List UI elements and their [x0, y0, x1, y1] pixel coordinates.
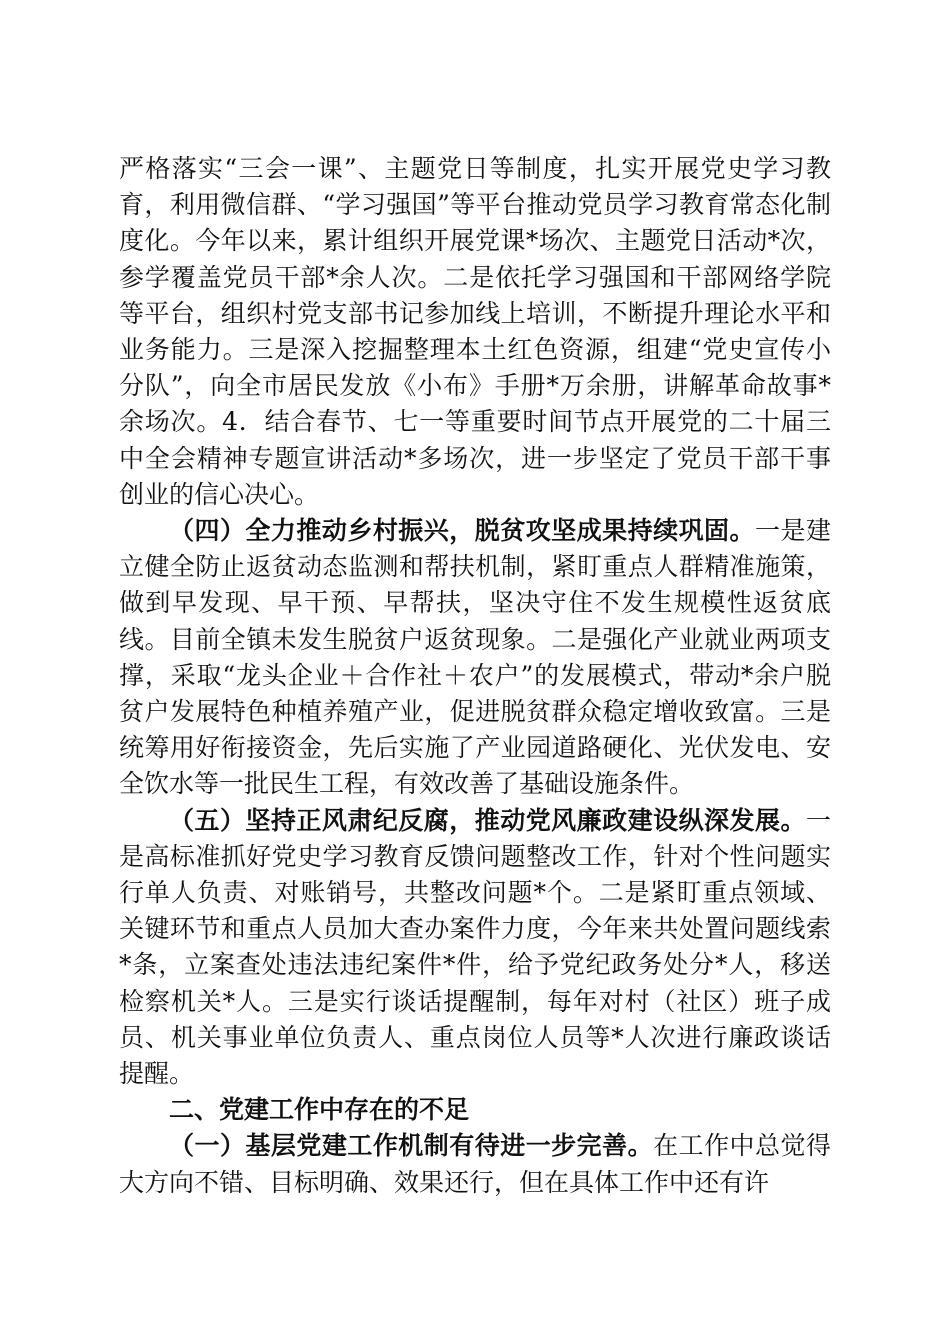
paragraph-rural-revitalization — [119, 513, 831, 803]
document-body — [119, 151, 831, 1201]
paragraph-text: 一是高标准抓好党史学习教育反馈问题整改工作，针对个性问题实行单人负责、对账销号，共整改问题*个。二是紧盯重点领域、关键环节和重点人员加大查办案件力度，今年来共处置问题线索*条，立案查处违法违纪案件*件，给予党纪政务处分*人，移送检察机关*人。三是实行谈话提醒制，每年对村（社区）班子成员、机关事业单位负责人、重点岗位人员等*人次进行廉政谈话提醒。 — [119, 805, 831, 1089]
paragraph-text: 一是建立健全防止返贫动态监测和帮扶机制，紧盯重点人群精准施策，做到早发现、早干预、早帮扶，坚决守住不发生规模性返贫底线。目前全镇未发生脱贫户返贫现象。二是强化产业就业两项支撑，采取“龙头企业＋合作社＋农户”的发展模式，带动*余户脱贫户发展特色种植养殖产业，促进脱贫群众稳定增收致富。三是统筹用好衔接资金，先后实施了产业园道路硬化、光伏发电、安全饮水等一批民生工程，有效改善了基础设施条件。 — [119, 516, 831, 799]
paragraph-anti-corruption — [119, 803, 831, 1093]
paragraph-lead: （五）坚持正风肃纪反腐，推动党风廉政建设纵深发展。 — [169, 805, 806, 835]
paragraph-lead: （一）基层党建工作机制有待进一步完善。 — [169, 1131, 654, 1161]
paragraph-mechanism-shortcomings — [119, 1128, 831, 1200]
paragraph-party-history-education — [119, 151, 831, 513]
paragraph-text: 在工作中总觉得大方向不错、目标明确、效果还行，但在具体工作中还有许 — [119, 1131, 831, 1197]
paragraph-lead: （四）全力推动乡村振兴，脱贫攻坚成果持续巩固。 — [169, 516, 756, 546]
paragraph-text: 严格落实“三会一课”、主题党日等制度，扎实开展党史学习教育，利用微信群、“学习强国”等平台推动党员学习教育常态化制度化。今年以来，累计组织开展党课*场次、主题党日活动*次，参学覆盖党员干部*余人次。二是依托学习强国和干部网络学院等平台，组织村党支部书记参加线上培训，不断提升理论水平和业务能力。三是深入挖掘整理本土红色资源，组建“党史宣传小分队”，向全市居民发放《小布》手册*万余册，讲解革命故事*余场次。4．结合春节、七一等重要时间节点开展党的二十届三中全会精神专题宣讲活动*多场次，进一步坚定了党员干部干事创业的信心决心。 — [119, 154, 831, 509]
section-heading: 二、党建工作中存在的不足 — [169, 1095, 470, 1125]
